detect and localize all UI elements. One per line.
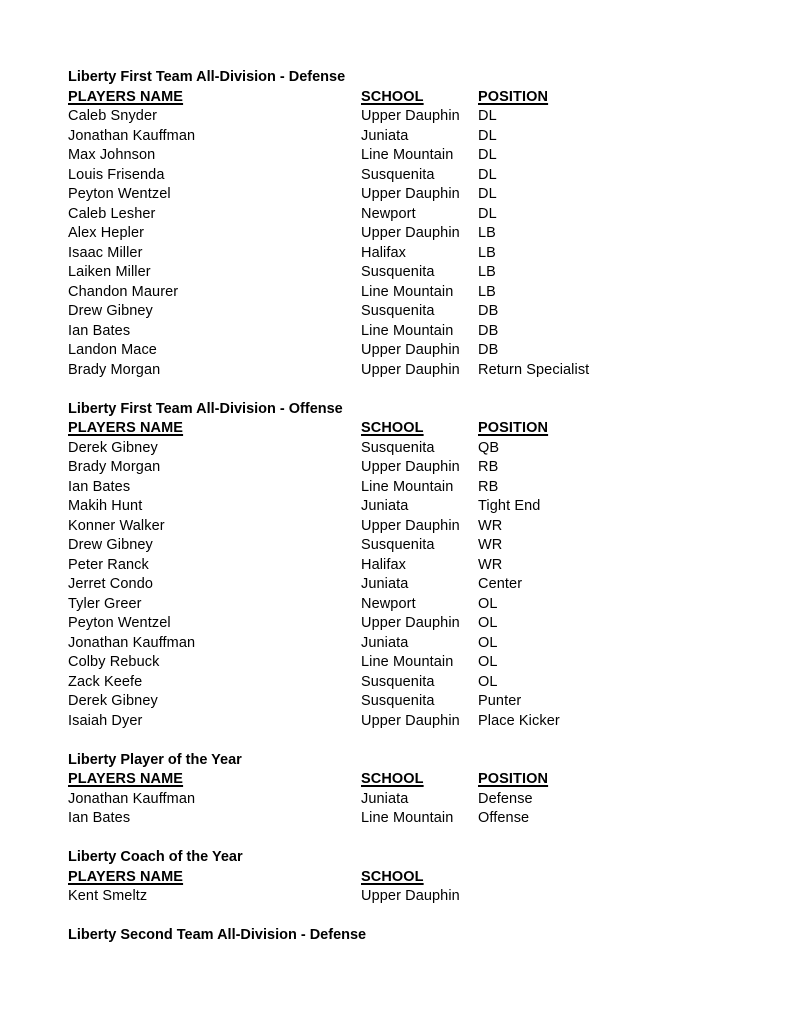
school-cell: Line Mountain [361, 478, 454, 495]
school-cell: Upper Dauphin [361, 615, 460, 631]
table-row [68, 107, 731, 127]
player-name-cell: Peyton Wentzel [68, 186, 171, 202]
position-cell: RB [478, 459, 499, 475]
position-cell: WR [478, 517, 503, 534]
position-cell: Defense [478, 790, 533, 807]
table-row [68, 302, 731, 322]
player-name-cell: Ian Bates [68, 322, 131, 339]
school-cell: Upper Dauphin [361, 342, 460, 358]
table-row [68, 673, 731, 693]
school-cell: Upper Dauphin [361, 459, 460, 475]
table-row [68, 166, 731, 186]
position-cell: OL [478, 615, 498, 631]
player-name-cell: Jonathan Kauffman [68, 127, 196, 144]
section-title: Liberty Second Team All-Division - Defense [68, 927, 367, 943]
school-cell: Line Mountain [361, 654, 454, 670]
position-cell: DL [478, 205, 497, 222]
school-cell: Upper Dauphin [361, 108, 460, 124]
player-name-cell: Colby Rebuck [68, 654, 160, 670]
player-name-cell: Jonathan Kauffman [68, 634, 196, 651]
team-section [68, 751, 731, 829]
table-row [68, 146, 731, 166]
table-row [68, 185, 731, 205]
table-row [68, 263, 731, 283]
player-name-cell: Drew Gibney [68, 537, 153, 553]
school-cell: Susquenita [361, 303, 435, 319]
column-header-label: SCHOOL [361, 868, 424, 885]
school-cell: Line Mountain [361, 810, 454, 826]
section-title: Liberty Player of the Year [68, 751, 242, 768]
player-name-cell: Zack Keefe [68, 673, 143, 690]
player-name-cell: Jerret Condo [68, 576, 154, 592]
school-cell: Susquenita [361, 264, 435, 280]
player-name-cell: Caleb Lesher [68, 205, 156, 222]
school-cell: Juniata [361, 127, 409, 144]
table-row [68, 224, 731, 244]
player-name-cell: Louis Frisenda [68, 166, 165, 183]
position-cell: Tight End [478, 498, 541, 514]
position-cell: LB [478, 225, 496, 241]
position-cell: RB [478, 478, 499, 495]
player-name-cell: Kent Smeltz [68, 888, 148, 904]
column-header [478, 419, 731, 439]
column-header-label: PLAYERS NAME [68, 868, 184, 885]
player-name-cell: Alex Hepler [68, 225, 145, 241]
school-cell: Newport [361, 205, 416, 222]
table-row [68, 478, 731, 498]
position-cell: DL [478, 127, 497, 144]
player-name-cell: Isaac Miller [68, 244, 143, 261]
table-row [68, 458, 731, 478]
column-header [68, 419, 361, 439]
player-name-cell: Drew Gibney [68, 303, 153, 319]
column-header [478, 770, 731, 790]
table-row [68, 809, 731, 829]
column-header [361, 419, 478, 439]
column-header [361, 88, 478, 108]
position-cell: QB [478, 439, 500, 456]
school-cell: Halifax [361, 244, 407, 261]
position-cell: OL [478, 654, 498, 670]
school-cell: Halifax [361, 556, 407, 573]
document-content [68, 68, 731, 946]
table-row [68, 653, 731, 673]
school-cell: Upper Dauphin [361, 712, 460, 729]
school-cell: Juniata [361, 790, 409, 807]
column-header [361, 770, 478, 790]
school-cell: Newport [361, 595, 416, 612]
school-cell: Upper Dauphin [361, 225, 460, 241]
table-row [68, 536, 731, 556]
position-cell: Place Kicker [478, 712, 560, 729]
column-header [68, 868, 361, 888]
school-cell: Upper Dauphin [361, 361, 460, 378]
position-cell: OL [478, 595, 498, 612]
table-row [68, 887, 731, 907]
team-section [68, 68, 731, 380]
school-cell: Upper Dauphin [361, 186, 460, 202]
position-cell: DL [478, 108, 497, 124]
school-cell: Susquenita [361, 166, 435, 183]
header-row [68, 770, 731, 790]
table-row [68, 439, 731, 459]
school-cell: Juniata [361, 576, 409, 592]
player-name-cell: Konner Walker [68, 517, 165, 534]
position-cell: DL [478, 166, 497, 183]
header-row [68, 88, 731, 108]
table-row [68, 712, 731, 732]
position-cell: DB [478, 322, 499, 339]
column-header [68, 88, 361, 108]
player-name-cell: Peter Ranck [68, 556, 149, 573]
column-header-label: SCHOOL [361, 420, 424, 436]
school-cell: Susquenita [361, 673, 435, 690]
section-title: Liberty First Team All-Division - Defense [68, 69, 346, 85]
column-header-label: SCHOOL [361, 771, 424, 787]
position-cell: OL [478, 634, 498, 651]
school-cell: Juniata [361, 634, 409, 651]
position-cell: DL [478, 186, 497, 202]
player-name-cell: Max Johnson [68, 147, 156, 163]
column-header-label: POSITION [478, 771, 549, 787]
column-header-label: SCHOOL [361, 88, 424, 105]
position-cell: LB [478, 244, 496, 261]
table-row [68, 556, 731, 576]
position-cell: DL [478, 147, 497, 163]
table-row [68, 244, 731, 264]
position-cell: WR [478, 537, 503, 553]
section-title: Liberty First Team All-Division - Offense [68, 400, 343, 417]
column-header-label: POSITION [478, 88, 549, 105]
table-row [68, 361, 731, 381]
position-cell: Punter [478, 693, 522, 709]
position-cell: DB [478, 342, 499, 358]
table-row [68, 341, 731, 361]
player-name-cell: Caleb Snyder [68, 108, 158, 124]
position-cell: OL [478, 673, 498, 690]
table-row [68, 634, 731, 654]
school-cell: Susquenita [361, 693, 435, 709]
header-row [68, 868, 731, 888]
school-cell: Upper Dauphin [361, 517, 460, 534]
table-row [68, 595, 731, 615]
player-name-cell: Tyler Greer [68, 595, 142, 612]
position-cell: LB [478, 283, 496, 300]
player-name-cell: Makih Hunt [68, 498, 143, 514]
player-name-cell: Brady Morgan [68, 361, 161, 378]
school-cell: Line Mountain [361, 147, 454, 163]
player-name-cell: Laiken Miller [68, 264, 151, 280]
player-name-cell: Derek Gibney [68, 439, 158, 456]
section-title: Liberty Coach of the Year [68, 849, 243, 865]
table-row [68, 283, 731, 303]
team-section [68, 848, 731, 907]
position-cell: Return Specialist [478, 361, 590, 378]
table-row [68, 614, 731, 634]
table-row [68, 517, 731, 537]
column-header-label: PLAYERS NAME [68, 420, 184, 436]
player-name-cell: Peyton Wentzel [68, 615, 171, 631]
player-name-cell: Isaiah Dyer [68, 712, 143, 729]
table-row [68, 205, 731, 225]
table-row [68, 497, 731, 517]
player-name-cell: Chandon Maurer [68, 283, 179, 300]
team-section [68, 400, 731, 732]
table-row [68, 127, 731, 147]
position-cell: LB [478, 264, 496, 280]
school-cell: Line Mountain [361, 322, 454, 339]
position-cell: Center [478, 576, 523, 592]
school-cell: Juniata [361, 498, 409, 514]
team-section [68, 926, 731, 946]
player-name-cell: Landon Mace [68, 342, 157, 358]
school-cell: Susquenita [361, 439, 435, 456]
player-name-cell: Jonathan Kauffman [68, 790, 196, 807]
column-header [68, 770, 361, 790]
player-name-cell: Ian Bates [68, 478, 131, 495]
table-row [68, 575, 731, 595]
player-name-cell: Derek Gibney [68, 693, 158, 709]
school-cell: Line Mountain [361, 283, 454, 300]
position-cell: DB [478, 303, 499, 319]
column-header [478, 88, 731, 108]
player-name-cell: Ian Bates [68, 810, 131, 826]
column-header-label: PLAYERS NAME [68, 771, 184, 787]
table-row [68, 322, 731, 342]
player-name-cell: Brady Morgan [68, 459, 161, 475]
column-header [361, 868, 478, 888]
header-row [68, 419, 731, 439]
column-header-label: POSITION [478, 420, 549, 436]
position-cell: WR [478, 556, 503, 573]
table-row [68, 692, 731, 712]
column-header-label: PLAYERS NAME [68, 88, 184, 105]
school-cell: Upper Dauphin [361, 888, 460, 904]
school-cell: Susquenita [361, 537, 435, 553]
table-row [68, 790, 731, 810]
position-cell: Offense [478, 810, 530, 826]
